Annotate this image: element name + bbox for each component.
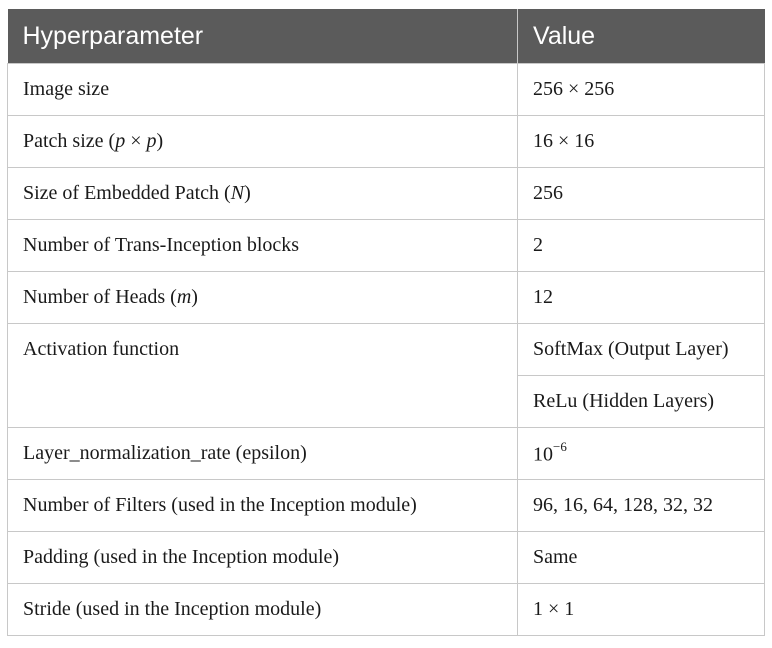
table-row — [8, 532, 765, 584]
row-value: 16 × 16 — [518, 116, 765, 168]
row-value: 256 — [518, 168, 765, 220]
row-value: 1 × 1 — [518, 584, 765, 636]
table-row — [8, 116, 765, 168]
label-text: ) — [191, 286, 198, 308]
variable-p: p — [115, 130, 126, 152]
row-label: Number of Trans-Inception blocks — [8, 220, 518, 272]
row-value: 256 × 256 — [518, 64, 765, 116]
row-label: Padding (used in the Inception module) — [8, 532, 518, 584]
power-base: 10 — [533, 443, 553, 466]
table-row — [8, 584, 765, 636]
variable-p: p — [146, 130, 157, 152]
row-value: 96, 16, 64, 128, 32, 32 — [518, 480, 765, 532]
table-row — [8, 480, 765, 532]
row-value — [518, 428, 765, 480]
hyperparameter-table — [7, 9, 765, 636]
table-row — [8, 324, 765, 376]
label-text: ) — [156, 130, 164, 152]
table-row — [8, 168, 765, 220]
label-text: Number of Heads ( — [23, 286, 177, 308]
row-label: Image size — [8, 64, 518, 116]
row-value: Same — [518, 532, 765, 584]
label-text: Patch size ( — [23, 130, 116, 152]
variable-n: N — [230, 182, 245, 204]
times-symbol: × — [125, 130, 147, 152]
label-text: Size of Embedded Patch ( — [23, 182, 231, 204]
table-row — [8, 428, 765, 480]
variable-m: m — [176, 286, 192, 308]
row-value: SoftMax (Output Layer) — [518, 324, 765, 376]
row-label — [8, 272, 518, 324]
hyperparameter-table-container — [7, 9, 764, 636]
row-value: 2 — [518, 220, 765, 272]
row-label: Number of Filters (used in the Inception module) — [8, 480, 518, 532]
header-hyperparameter: Hyperparameter — [8, 9, 518, 64]
row-label: Stride (used in the Inception module) — [8, 584, 518, 636]
row-value: 12 — [518, 272, 765, 324]
header-value: Value — [518, 9, 765, 64]
row-label: Activation function — [8, 324, 518, 428]
row-label — [8, 168, 518, 220]
table-row — [8, 64, 765, 116]
row-label: Layer_normalization_rate (epsilon) — [8, 428, 518, 480]
label-text: ) — [244, 182, 251, 204]
row-value: ReLu (Hidden Layers) — [518, 376, 765, 428]
header-row — [8, 9, 765, 64]
power-exponent: −6 — [553, 438, 567, 454]
row-label — [8, 116, 518, 168]
table-row — [8, 272, 765, 324]
table-row — [8, 220, 765, 272]
